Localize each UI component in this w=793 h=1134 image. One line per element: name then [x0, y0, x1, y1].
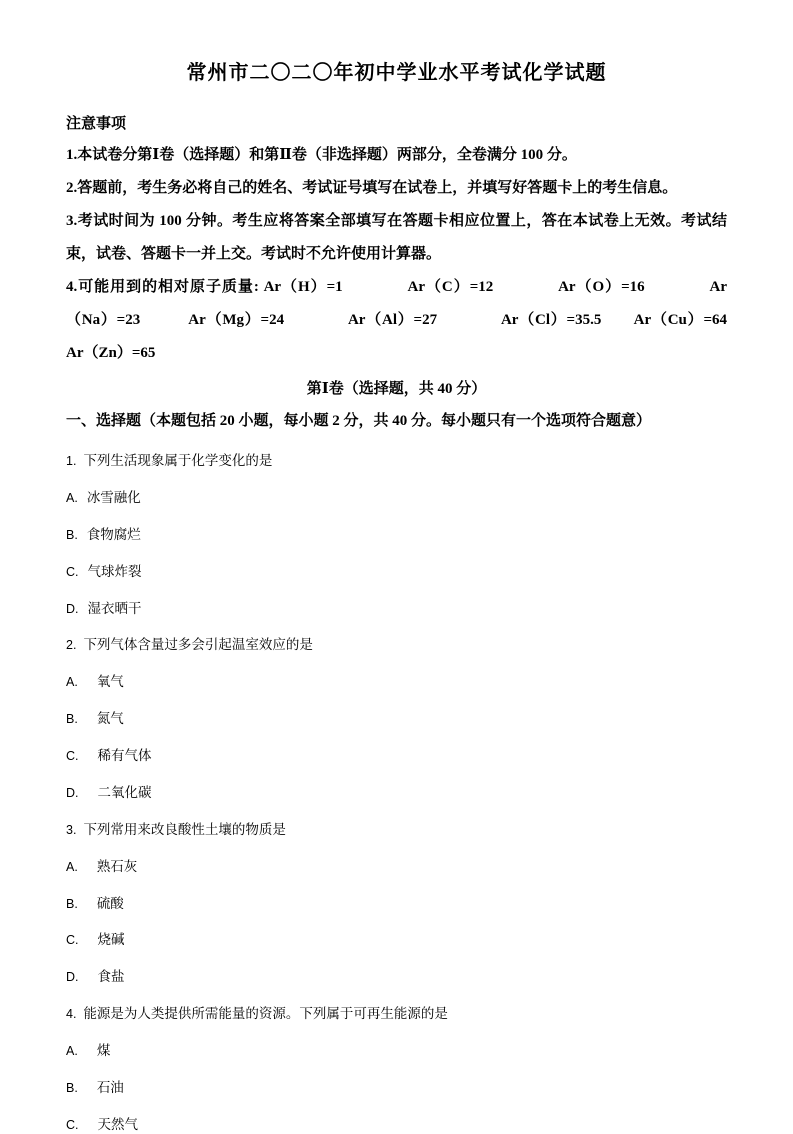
option-b-label: B.: [66, 896, 78, 911]
option-c-label: C.: [66, 564, 79, 579]
question-3-option-d: [66, 969, 727, 986]
question-3-option-a: [66, 859, 727, 876]
option-a-label: A.: [66, 490, 78, 505]
question-1: [66, 453, 727, 617]
question-4-text: [66, 1006, 727, 1023]
question-1-stem: 下列生活现象属于化学变化的是: [83, 453, 273, 468]
notice-section: [66, 109, 773, 370]
option-a-text: 熟石灰: [96, 858, 138, 874]
question-1-option-d: [66, 601, 727, 618]
option-a-label: A.: [66, 1044, 78, 1058]
question-4-stem: 能源是为人类提供所需能量的资源。下列属于可再生能源的是: [83, 1006, 448, 1022]
question-2-stem: 下列气体含量过多会引起温室效应的是: [83, 637, 313, 653]
section-1-heading: 第Ⅰ卷（选择题，共 40 分）: [306, 381, 487, 397]
option-b-label: B.: [66, 1080, 78, 1095]
option-c-text: 天然气: [97, 1116, 138, 1132]
question-2-text: [66, 637, 727, 654]
option-b-text: 食物腐烂: [86, 526, 141, 542]
question-3: [66, 822, 727, 986]
section-1-subheading: 一、选择题（本题包括 20 小题，每小题 2 分，共 40 分。每小题只有一个选项符合题意）: [66, 412, 652, 429]
question-3-number: 3.: [66, 822, 77, 837]
option-c-text: 烧碱: [97, 932, 125, 948]
question-1-option-b: [66, 527, 727, 544]
option-b-text: 石油: [96, 1079, 124, 1095]
notice-item-2: 2.答题前，考生务必将自己的姓名、考试证号填写在试卷上，并填写好答题卡上的考生信息。: [66, 180, 678, 196]
notice-heading: 注意事项: [66, 116, 127, 132]
question-1-text: [66, 453, 727, 470]
question-2-number: 2.: [66, 638, 77, 653]
question-3-stem: 下列常用来改良酸性土壤的物质是: [83, 821, 286, 837]
option-b-text: 硫酸: [96, 895, 124, 911]
question-2-option-d: [66, 785, 727, 802]
notice-item-4: 4.可能用到的相对原子质量: Ar（H）=1 Ar（C）=12 Ar（O）=16 Ar（Na）=23 Ar（Mg）=24 Ar（Al）=27 Ar（Cl）=35.5 Ar（Cu）=64 Ar（Zn）=65: [66, 279, 773, 361]
question-4-option-b: [66, 1080, 727, 1097]
option-a-text: 煤: [96, 1043, 111, 1058]
question-1-option-c: [66, 564, 727, 581]
option-b-label: B.: [66, 712, 78, 727]
notice-item-1: 1.本试卷分第Ⅰ卷（选择题）和第Ⅱ卷（非选择题）两部分，全卷满分 100 分。: [66, 147, 577, 163]
option-d-label: D.: [66, 970, 79, 985]
option-c-label: C.: [66, 933, 79, 948]
question-3-text: [66, 822, 727, 839]
question-2-option-a: [66, 674, 727, 691]
option-d-label: D.: [66, 601, 79, 616]
notice-item-3: 3.考试时间为 100 分钟。考生应将答案全部填写在答题卡相应位置上，答在本试卷上无效。考试结束，试卷、答题卡一并上交。考试时不允许使用计算器。: [66, 213, 727, 262]
option-d-text: 湿衣晒干: [87, 600, 142, 616]
question-2-option-b: [66, 711, 727, 728]
question-2: [66, 637, 727, 801]
question-4: [66, 1006, 727, 1134]
option-c-text: 气球炸裂: [87, 563, 142, 579]
question-4-option-c: [66, 1117, 727, 1134]
option-b-label: B.: [66, 527, 78, 542]
option-d-label: D.: [66, 785, 79, 800]
question-1-option-a: [66, 490, 727, 507]
option-b-text: 氮气: [96, 711, 124, 727]
option-a-label: A.: [66, 675, 78, 690]
question-3-option-b: [66, 896, 727, 913]
option-d-text: 食盐: [97, 969, 125, 985]
question-4-option-a: [66, 1043, 727, 1060]
question-2-option-c: [66, 748, 727, 765]
option-d-text: 二氧化碳: [97, 784, 152, 800]
option-a-text: 氧气: [96, 674, 124, 690]
option-c-text: 稀有气体: [97, 748, 152, 763]
question-1-number: 1.: [66, 454, 77, 468]
option-c-label: C.: [66, 749, 79, 763]
question-4-number: 4.: [66, 1007, 77, 1022]
question-3-option-c: [66, 932, 727, 949]
page-title: 常州市二〇二〇年初中学业水平考试化学试题: [186, 62, 607, 84]
option-a-text: 冰雪融化: [86, 489, 141, 505]
option-c-label: C.: [66, 1117, 79, 1132]
option-a-label: A.: [66, 859, 78, 874]
